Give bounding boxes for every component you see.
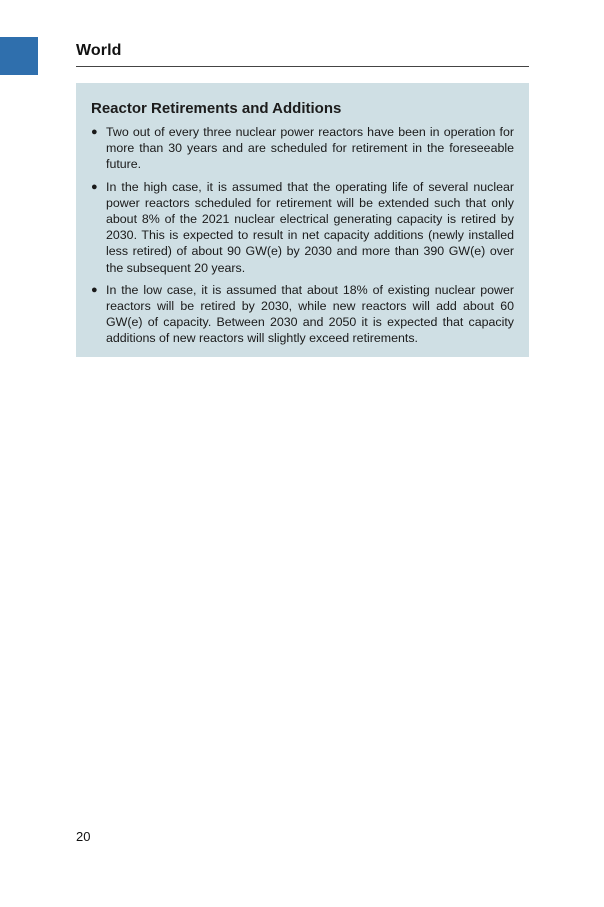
bullet-item xyxy=(91,124,514,173)
bullet-icon: ● xyxy=(91,126,98,138)
section-tab-marker xyxy=(0,37,38,75)
page-number: 20 xyxy=(76,829,91,844)
bullet-icon: ● xyxy=(91,180,98,193)
bullet-text: In the low case, it is assumed that about 18% of existing nuclear power reactors will be retired by 2030, while new reactors will add about 60 GW(e) of capacity. Between 2030 and 2050 it is expected that capacity additions of new reactors will slightly exceed retirements. xyxy=(106,282,514,346)
bullet-item xyxy=(91,282,514,347)
bullet-list xyxy=(91,124,514,347)
info-box xyxy=(76,83,529,357)
bullet-icon: ● xyxy=(91,283,98,296)
bullet-item xyxy=(91,179,514,276)
title-divider xyxy=(76,66,529,67)
section-title: World xyxy=(76,42,122,59)
info-box-heading: Reactor Retirements and Additions xyxy=(91,100,342,117)
bullet-text: In the high case, it is assumed that the operating life of several nuclear power reactors scheduled for retirement will be extended such that only about 8% of the 2021 nuclear electrical generating capacity is retired by 2030. This is expected to result in net capacity additions (newly installed less retired) of about 90 GW(e) by 2030 and more than 390 GW(e) over the subsequent 20 years. xyxy=(106,179,514,275)
bullet-text: Two out of every three nuclear power reactors have been in operation for more than 30 years and are scheduled for retirement in the foreseeable future. xyxy=(106,125,514,172)
